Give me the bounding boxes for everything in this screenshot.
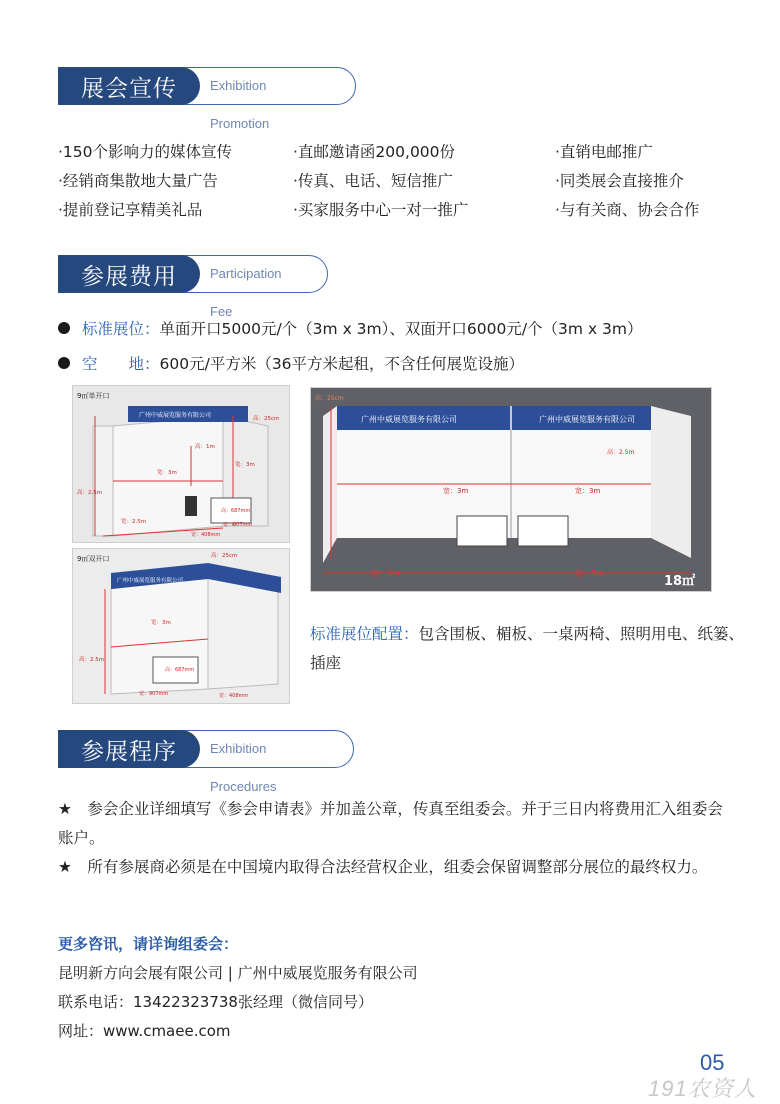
list-item: ·150个影响力的媒体宣传 xyxy=(58,143,233,161)
dim-label: 宽：3m xyxy=(157,470,177,476)
bullet-dot-icon xyxy=(58,322,70,334)
fee-label: 空 地： xyxy=(82,355,160,373)
list-item: ·经销商集散地大量广告 xyxy=(58,172,218,190)
procedure-list xyxy=(58,795,738,882)
list-item: ·买家服务中心一对一推广 xyxy=(293,201,469,219)
promotion-row xyxy=(58,140,748,169)
section-title-en: Participation Fee xyxy=(210,266,282,319)
fee-space xyxy=(58,352,524,374)
dim-label: 高：25cm xyxy=(211,553,238,559)
dim-label: 宽：408mm xyxy=(219,693,249,699)
booth-fascia-text: 广州中威展览服务有限公司 xyxy=(539,415,635,424)
list-item: ·与有关商、协会合作 xyxy=(555,201,700,219)
section-title-en: Exhibition Procedures xyxy=(210,741,277,794)
booth-single-image xyxy=(72,385,290,543)
dim-label: 宽：408mm xyxy=(191,532,221,538)
dim-label: 高：2.5m xyxy=(77,490,103,496)
contact-block xyxy=(58,930,418,1046)
booth-area-label: 18㎡ xyxy=(664,574,696,589)
booth-double-image xyxy=(72,548,290,704)
dim-label: 宽：3m xyxy=(575,487,601,495)
list-item: ·提前登记享精美礼品 xyxy=(58,201,203,219)
dim-label: 宽：3m xyxy=(443,487,469,495)
section-title: 参展程序 xyxy=(58,730,200,768)
booth-18sqm-image xyxy=(310,387,712,592)
promotion-row xyxy=(58,198,748,227)
list-item: ·同类展会直接推介 xyxy=(555,172,684,190)
procedure-item: ★ 所有参展商必须是在中国境内取得合法经营权企业，组委会保留调整部分展位的最终权力。 xyxy=(58,858,708,876)
dim-label: 高：687mm xyxy=(221,508,251,514)
dim-label: 高：25cm xyxy=(253,416,280,422)
page-number: 05 xyxy=(700,1050,725,1075)
list-item: ·直销电邮推广 xyxy=(555,143,653,161)
dim-label: 高：1m xyxy=(195,444,215,450)
contact-title: 更多咨讯，请详询组委会： xyxy=(58,935,239,953)
booth-fascia-text: 广州中威展览服务有限公司 xyxy=(361,415,457,424)
config-label: 标准展位配置： xyxy=(310,625,419,643)
bullet-dot-icon xyxy=(58,357,70,369)
dim-label: 宽：3m xyxy=(151,620,171,626)
booth-single-illustration xyxy=(73,386,290,543)
procedure-item: ★ 参会企业详细填写《参会申请表》并加盖公章，传真至组委会。并于三日内将费用汇入组委会账户。 xyxy=(58,800,723,847)
fee-text: 单面开口5000元/个（3m x 3m）、双面开口6000元/个（3m x 3m） xyxy=(159,320,643,338)
promotion-row xyxy=(58,169,748,198)
promotion-list xyxy=(58,140,748,227)
section-title-en: Exhibition Promotion xyxy=(210,78,270,131)
fee-label: 标准展位： xyxy=(82,320,160,338)
watermark: 191农资人 xyxy=(648,1076,757,1101)
contact-phone: 联系电话：13422323738张经理（微信同号） xyxy=(58,993,373,1011)
booth-fascia-text: 广州中威展览服务有限公司 xyxy=(139,412,212,419)
contact-website: 网址：www.cmaee.com xyxy=(58,1022,231,1040)
contact-companies: 昆明新方向会展有限公司 | 广州中威展览服务有限公司 xyxy=(58,964,418,982)
dim-label: 高：2.5m xyxy=(607,449,635,456)
dim-label: 宽：3m xyxy=(235,462,255,468)
booth-config xyxy=(310,620,750,678)
booth-18sqm-illustration xyxy=(311,388,712,592)
list-item: ·直邮邀请函200,000份 xyxy=(293,143,456,161)
dim-label: 宽：2.5m xyxy=(121,519,147,525)
fee-text: 600元/平方米（36平方米起租，不含任何展览设施） xyxy=(159,355,525,373)
dim-label: 高：2.5m xyxy=(79,657,105,663)
section-title: 展会宣传 xyxy=(58,67,200,105)
booth-caption: 9㎡双开口 xyxy=(77,555,110,563)
dim-label: 宽：907mm xyxy=(139,691,169,697)
dim-label: 宽：907mm xyxy=(223,522,253,528)
section-title: 参展费用 xyxy=(58,255,200,293)
dim-label: 高：687mm xyxy=(165,667,195,673)
fee-standard xyxy=(58,317,643,339)
dim-label: 宽：3m xyxy=(371,569,400,578)
booth-double-illustration xyxy=(73,549,290,704)
booth-caption: 9㎡单开口 xyxy=(77,392,110,400)
dim-label: 高：25cm xyxy=(315,395,344,402)
booth-fascia-text: 广州中威展览服务有限公司 xyxy=(117,578,184,584)
list-item: ·传真、电话、短信推广 xyxy=(293,172,453,190)
dim-label: 宽：3m xyxy=(575,569,604,578)
config-text: 包含围板、楣板、一桌两椅、照明用电、纸篓、插座 xyxy=(310,625,745,672)
